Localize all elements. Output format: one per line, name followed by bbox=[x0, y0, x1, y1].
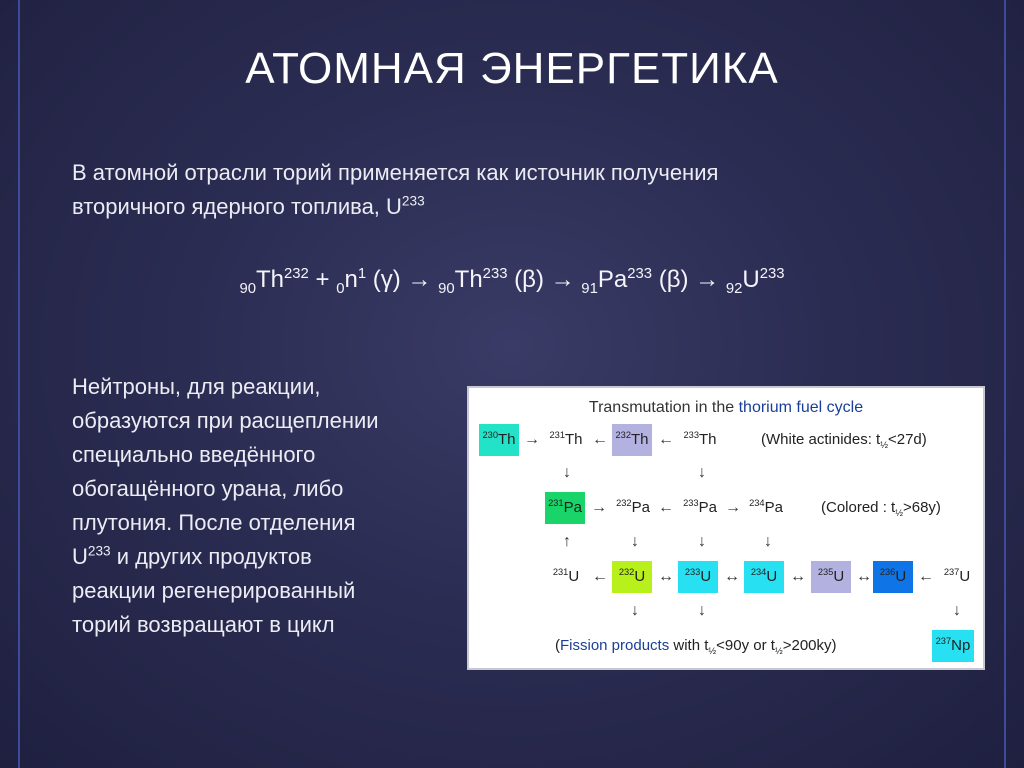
node-np237-symbol: Np bbox=[951, 637, 971, 654]
eq-neutron-symbol: n bbox=[344, 266, 358, 293]
intro-line-2 bbox=[72, 190, 872, 224]
node-th233-symbol: Th bbox=[699, 431, 717, 448]
eq-th233-atomic-number: 90 bbox=[438, 280, 455, 297]
arrow-left: ← bbox=[918, 568, 934, 585]
eq-u233-symbol: U bbox=[742, 266, 760, 293]
arrow-down: ↓ bbox=[698, 602, 706, 619]
node-pa233-mass: 233 bbox=[683, 498, 699, 508]
node-u235-mass: 235 bbox=[817, 567, 834, 577]
slide-title: АТОМНАЯ ЭНЕРГЕТИКА bbox=[245, 44, 779, 93]
body-line-1: Нейтроны, для реакции, bbox=[72, 374, 321, 399]
node-u233 bbox=[678, 561, 718, 593]
body-line-5: плутония. После отделения bbox=[72, 510, 356, 535]
note-fission-mid2: <90y or t bbox=[716, 637, 775, 654]
arrow-right: → bbox=[725, 499, 741, 516]
note-colored-post: >68y) bbox=[902, 499, 941, 516]
intro-line-1: В атомной отрасли торий применяется как источник получения bbox=[72, 160, 719, 185]
node-u236-mass: 236 bbox=[879, 567, 896, 577]
note-white-actinides-pre: (White actinides: t bbox=[761, 431, 881, 448]
diagram-title-accent: thorium fuel cycle bbox=[738, 399, 864, 416]
node-u237-mass: 237 bbox=[943, 567, 960, 577]
node-th232-symbol: Th bbox=[631, 431, 649, 448]
node-pa234 bbox=[743, 492, 789, 524]
body-line-7: реакции регенерированный bbox=[72, 578, 356, 603]
arrow-both: ↔ bbox=[724, 568, 740, 585]
eq-beta-arrow-2: (β) → bbox=[652, 266, 726, 293]
node-u232-symbol: U bbox=[634, 568, 646, 585]
node-th232-mass: 232 bbox=[615, 430, 631, 440]
arrow-both: ↔ bbox=[658, 568, 674, 585]
intro-paragraph bbox=[72, 156, 872, 224]
node-u237 bbox=[935, 561, 979, 593]
eq-u233-mass: 233 bbox=[759, 266, 785, 282]
thorium-fuel-cycle-diagram bbox=[467, 386, 985, 670]
node-pa232-symbol: Pa bbox=[631, 499, 650, 516]
note-fission-end: >200ky) bbox=[782, 637, 837, 654]
arrow-both: ↔ bbox=[856, 568, 872, 585]
diagram-title bbox=[469, 399, 983, 417]
arrow-down: ↓ bbox=[698, 464, 706, 481]
arrow-down: ↓ bbox=[631, 602, 639, 619]
node-np237-mass: 237 bbox=[935, 636, 952, 646]
eq-th233-symbol: Th bbox=[454, 266, 483, 293]
body-line-8: торий возвращают в цикл bbox=[72, 612, 335, 637]
eq-th233-mass: 233 bbox=[482, 266, 508, 282]
eq-beta-arrow-1: (β) → bbox=[507, 266, 582, 293]
node-u234-symbol: U bbox=[766, 568, 778, 585]
eq-th232-symbol: Th bbox=[255, 266, 284, 293]
node-th230-symbol: Th bbox=[498, 431, 516, 448]
note-colored-pre: (Colored : t bbox=[821, 499, 896, 516]
node-u234-mass: 234 bbox=[750, 567, 767, 577]
eq-pa233-mass: 233 bbox=[627, 266, 653, 282]
eq-pa233-atomic-number: 91 bbox=[581, 280, 598, 297]
arrow-right: → bbox=[591, 499, 607, 516]
arrow-down: ↓ bbox=[563, 464, 571, 481]
node-u237-symbol: U bbox=[959, 568, 971, 585]
arrow-down: ↓ bbox=[631, 533, 639, 550]
note-white-actinides bbox=[761, 424, 927, 456]
node-u231-symbol: U bbox=[568, 568, 580, 585]
eq-gamma-arrow: (γ) → bbox=[366, 266, 439, 293]
note-colored bbox=[821, 492, 941, 524]
arrow-left: ← bbox=[658, 499, 674, 516]
arrow-left: ← bbox=[658, 431, 674, 448]
arrow-down: ↓ bbox=[953, 602, 961, 619]
node-u231 bbox=[543, 561, 589, 593]
nuclear-reaction-equation bbox=[0, 266, 1024, 297]
note-white-actinides-sub: ½ bbox=[880, 440, 888, 450]
body-u233-sup: 233 bbox=[87, 543, 111, 559]
node-u233-symbol: U bbox=[700, 568, 712, 585]
node-pa232 bbox=[610, 492, 656, 524]
node-th231-symbol: Th bbox=[565, 431, 583, 448]
node-u232 bbox=[612, 561, 652, 593]
node-th233 bbox=[677, 424, 723, 456]
eq-neutron-mass: 1 bbox=[357, 266, 367, 282]
note-fission-mid1: with t bbox=[669, 637, 709, 654]
arrow-right: → bbox=[524, 431, 540, 448]
body-paragraph bbox=[72, 370, 452, 642]
node-u235-symbol: U bbox=[833, 568, 845, 585]
node-th231 bbox=[543, 424, 589, 456]
body-line-4: обогащённого урана, либо bbox=[72, 476, 344, 501]
node-th233-mass: 233 bbox=[683, 430, 699, 440]
node-u234 bbox=[744, 561, 784, 593]
node-u232-mass: 232 bbox=[618, 567, 635, 577]
node-pa233-symbol: Pa bbox=[698, 499, 717, 516]
node-th232 bbox=[612, 424, 652, 456]
note-fission-label: Fission products bbox=[560, 637, 670, 654]
arrow-left: ← bbox=[592, 431, 608, 448]
intro-u233-sup: 233 bbox=[401, 193, 425, 209]
node-th230-mass: 230 bbox=[482, 430, 498, 440]
node-pa234-mass: 234 bbox=[749, 498, 765, 508]
arrow-left: ← bbox=[592, 568, 608, 585]
node-u231-mass: 231 bbox=[552, 567, 569, 577]
note-colored-sub: ½ bbox=[895, 508, 903, 518]
arrow-down: ↓ bbox=[764, 533, 772, 550]
node-u233-mass: 233 bbox=[684, 567, 701, 577]
eq-pa233-symbol: Pa bbox=[597, 266, 628, 293]
body-line-6 bbox=[72, 540, 452, 574]
node-u235 bbox=[811, 561, 851, 593]
body-line-6-text: и других продуктов bbox=[110, 544, 312, 569]
arrow-down: ↓ bbox=[698, 533, 706, 550]
node-pa231-mass: 231 bbox=[548, 498, 564, 508]
note-fission-sub1: ½ bbox=[708, 646, 717, 656]
eq-plus: + bbox=[308, 266, 337, 293]
body-u-symbol: U bbox=[72, 544, 88, 569]
eq-th232-atomic-number: 90 bbox=[239, 280, 256, 297]
left-frame-line bbox=[18, 0, 34, 768]
node-u236 bbox=[873, 561, 913, 593]
note-white-actinides-post: <27d) bbox=[887, 431, 927, 448]
eq-neutron-charge: 0 bbox=[336, 280, 345, 297]
node-pa233 bbox=[677, 492, 723, 524]
node-pa231 bbox=[545, 492, 585, 524]
note-fission-sub2: ½ bbox=[774, 646, 783, 656]
node-th231-mass: 231 bbox=[549, 430, 565, 440]
arrow-up: ↑ bbox=[563, 533, 571, 550]
right-frame-line bbox=[990, 0, 1006, 768]
eq-th232-mass: 232 bbox=[284, 266, 309, 282]
body-line-2: образуются при расщеплении bbox=[72, 408, 379, 433]
arrow-both: ↔ bbox=[790, 568, 806, 585]
node-th230 bbox=[479, 424, 519, 456]
note-fission-open: ( bbox=[555, 637, 560, 654]
note-fission-products bbox=[555, 630, 837, 662]
eq-u233-atomic-number: 92 bbox=[725, 280, 743, 297]
node-pa231-symbol: Pa bbox=[563, 499, 582, 516]
node-u236-symbol: U bbox=[895, 568, 907, 585]
body-line-3: специально введённого bbox=[72, 442, 316, 467]
node-pa234-symbol: Pa bbox=[764, 499, 783, 516]
node-np237 bbox=[932, 630, 974, 662]
intro-line-2-text: вторичного ядерного топлива, U bbox=[72, 194, 402, 219]
node-pa232-mass: 232 bbox=[616, 498, 632, 508]
diagram-title-prefix: Transmutation in the bbox=[588, 399, 739, 416]
